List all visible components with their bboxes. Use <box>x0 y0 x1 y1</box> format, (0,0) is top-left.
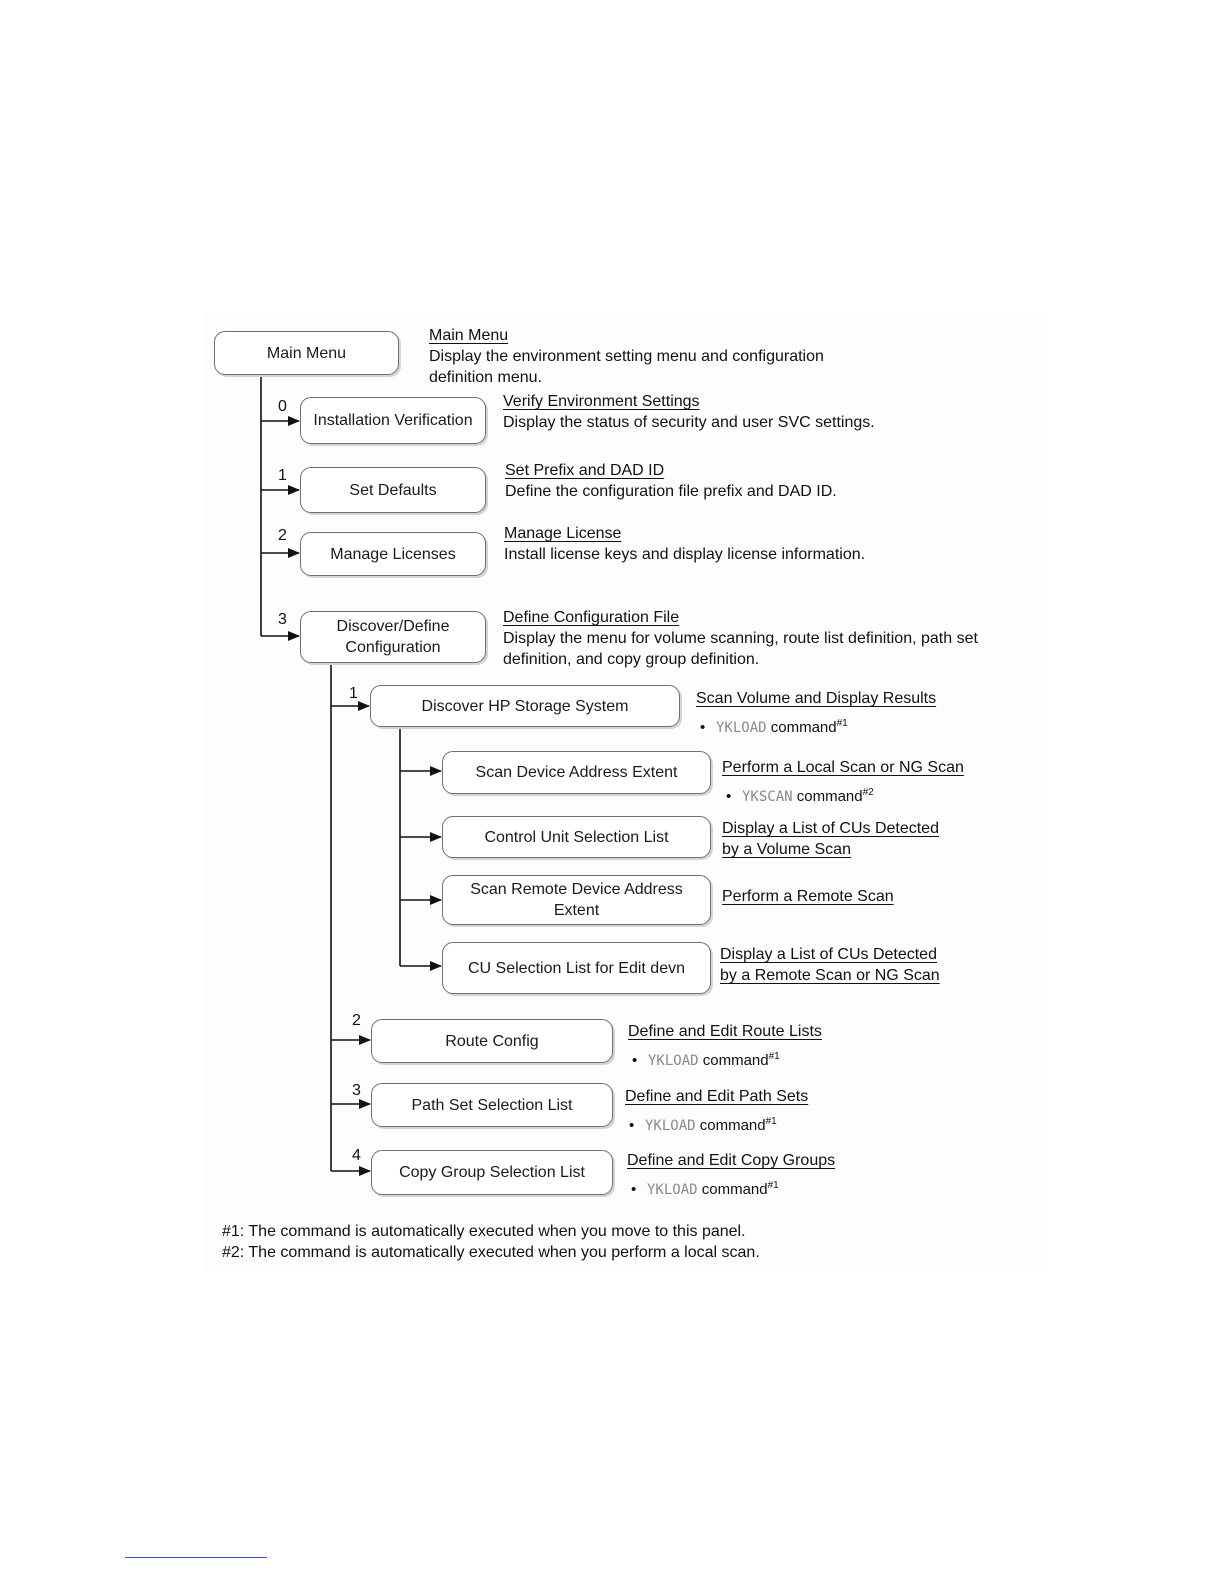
command-suffix: command <box>702 1052 769 1069</box>
cu-selection-desc-title: Display a List of CUs Detected by a Remote Scan or NG Scan <box>720 946 940 984</box>
cu-selection-box[interactable] <box>442 942 711 994</box>
route-config-label: Route Config <box>445 1032 539 1050</box>
option-number-2: 2 <box>278 527 287 544</box>
manage-licenses-box[interactable] <box>300 532 486 576</box>
copy-group-description <box>627 1150 835 1201</box>
scan-remote-box[interactable] <box>442 875 711 925</box>
route-config-box[interactable] <box>371 1019 613 1063</box>
cu-selection-description <box>720 944 940 986</box>
suboption-number-4: 4 <box>352 1147 361 1164</box>
bullet-icon: • <box>632 1052 638 1069</box>
command-suffix: command <box>699 1117 766 1134</box>
footnote-ref: #1 <box>767 1180 779 1191</box>
scan-device-label: Scan Device Address Extent <box>475 764 678 781</box>
discover-define-desc-text: Display the menu for volume scanning, route list definition, path set definition, and copy group definition. <box>503 630 978 668</box>
discover-hp-label: Discover HP Storage System <box>421 697 629 715</box>
command-name: YKLOAD <box>645 1118 696 1134</box>
footnote-2: #2: The command is automatically executed when you perform a local scan. <box>222 1244 760 1261</box>
bullet-icon: • <box>726 788 732 805</box>
footer-rule <box>125 1557 267 1558</box>
discover-hp-description <box>696 688 936 739</box>
main-menu-desc-title: Main Menu <box>429 327 509 344</box>
control-unit-desc-title: Display a List of CUs Detected by a Volume Scan <box>722 820 939 858</box>
route-config-command <box>628 1046 822 1072</box>
discover-hp-command <box>696 713 936 739</box>
command-name: YKSCAN <box>742 789 793 805</box>
copy-group-command <box>627 1175 835 1201</box>
installation-verification-label: Installation Verification <box>313 412 473 429</box>
main-menu-description <box>429 325 824 388</box>
command-name: YKLOAD <box>648 1053 699 1069</box>
main-menu-box[interactable] <box>214 331 399 375</box>
scan-remote-label: Scan Remote Device Address Extent <box>470 881 683 919</box>
suboption-number-3: 3 <box>352 1082 361 1099</box>
scan-remote-description <box>722 886 894 907</box>
scan-device-box[interactable] <box>442 751 711 794</box>
discover-hp-box[interactable] <box>370 685 680 727</box>
footnote-ref: #1 <box>765 1116 777 1127</box>
bullet-icon: • <box>629 1117 635 1134</box>
set-defaults-description <box>505 460 837 502</box>
cu-selection-label: CU Selection List for Edit devn <box>468 959 685 977</box>
suboption-number-1: 1 <box>349 685 358 702</box>
command-name: YKLOAD <box>647 1182 698 1198</box>
control-unit-label: Control Unit Selection List <box>484 828 669 846</box>
footnote-ref: #1 <box>768 1051 780 1062</box>
route-config-desc-title: Define and Edit Route Lists <box>628 1023 822 1040</box>
main-menu-label: Main Menu <box>266 344 347 362</box>
path-set-box[interactable] <box>371 1083 613 1127</box>
manage-licenses-desc-title: Manage License <box>504 525 622 542</box>
discover-define-description <box>503 607 978 670</box>
manage-licenses-desc-text: Install license keys and display license information. <box>504 546 866 563</box>
bullet-icon: • <box>700 719 706 736</box>
footnote-ref: #2 <box>862 787 874 798</box>
scan-remote-desc-title: Perform a Remote Scan <box>722 888 894 905</box>
footnote-1: #1: The command is automatically executed when you move to this panel. <box>222 1223 746 1240</box>
bullet-icon: • <box>631 1181 637 1198</box>
option-number-3: 3 <box>278 611 287 628</box>
set-defaults-box[interactable] <box>300 467 486 513</box>
footnote-ref: #1 <box>836 718 848 729</box>
path-set-command <box>625 1111 808 1137</box>
installation-verification-desc-title: Verify Environment Settings <box>503 393 700 410</box>
command-name: YKLOAD <box>716 720 767 736</box>
set-defaults-desc-text: Define the configuration file prefix and DAD ID. <box>505 483 837 500</box>
control-unit-box[interactable] <box>442 816 711 858</box>
manage-licenses-description <box>504 523 865 565</box>
suboption-number-2: 2 <box>352 1012 361 1029</box>
set-defaults-label: Set Defaults <box>349 481 437 499</box>
path-set-desc-title: Define and Edit Path Sets <box>625 1088 809 1105</box>
manage-licenses-label: Manage Licenses <box>330 545 456 563</box>
installation-verification-description <box>503 391 875 433</box>
control-unit-description <box>722 818 939 860</box>
route-config-description <box>628 1021 822 1072</box>
discover-define-label: Discover/Define Configuration <box>336 618 450 656</box>
discover-define-desc-title: Define Configuration File <box>503 609 680 626</box>
path-set-label: Path Set Selection List <box>411 1096 573 1114</box>
command-suffix: command <box>770 719 837 736</box>
scan-device-desc-title: Perform a Local Scan or NG Scan <box>722 759 964 776</box>
option-number-0: 0 <box>278 398 287 415</box>
copy-group-label: Copy Group Selection List <box>399 1164 585 1181</box>
copy-group-desc-title: Define and Edit Copy Groups <box>627 1152 836 1169</box>
command-suffix: command <box>796 788 863 805</box>
set-defaults-desc-title: Set Prefix and DAD ID <box>505 462 665 479</box>
command-suffix: command <box>701 1181 768 1198</box>
option-number-1: 1 <box>278 467 287 484</box>
copy-group-box[interactable] <box>371 1150 613 1195</box>
discover-define-box[interactable] <box>300 611 486 663</box>
installation-verification-box[interactable] <box>300 397 486 444</box>
footnotes <box>222 1221 760 1263</box>
path-set-description <box>625 1086 808 1137</box>
scan-device-description <box>722 757 964 808</box>
installation-verification-desc-text: Display the status of security and user SVC settings. <box>503 414 875 431</box>
scan-device-command <box>722 782 964 808</box>
main-menu-desc-text: Display the environment setting menu and configuration definition menu. <box>429 348 824 386</box>
discover-hp-desc-title: Scan Volume and Display Results <box>696 690 937 707</box>
